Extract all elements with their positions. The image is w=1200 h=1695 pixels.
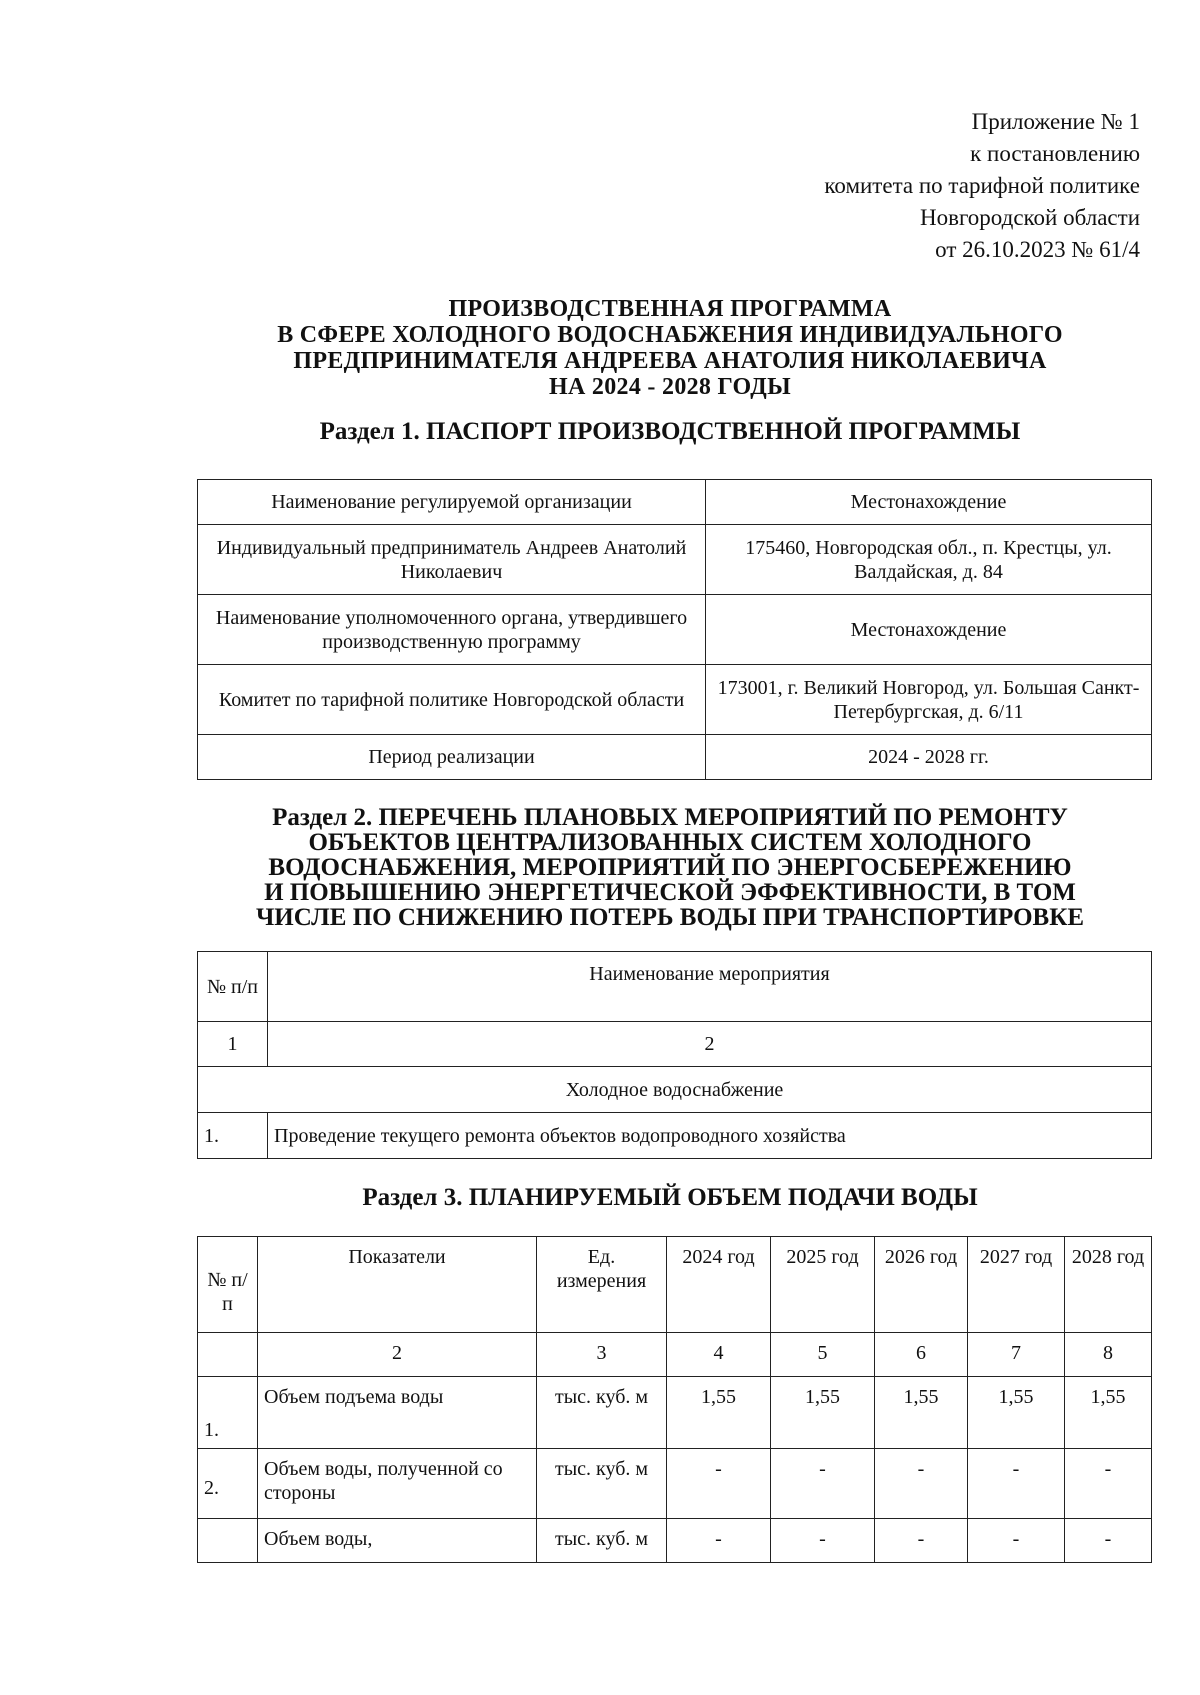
heading-line: ЧИСЛЕ ПО СНИЖЕНИЮ ПОТЕРЬ ВОДЫ ПРИ ТРАНСПОРТИРОВКЕ [255,904,1085,931]
row-value: - [968,1519,1065,1563]
title-line: ПРЕДПРИНИМАТЕЛЯ АНДРЕЕВА АНАТОЛИЯ НИКОЛАЕВИЧА [293,348,1047,374]
table-cell: 2 [258,1333,537,1377]
table-row [198,480,1152,525]
table-cell: 5 [771,1333,875,1377]
heading-line: ВОДОСНАБЖЕНИЯ, МЕРОПРИЯТИЙ ПО ЭНЕРГОСБЕРЕЖЕНИЮ [268,854,1072,881]
column-header: Ед. измерения [537,1237,667,1333]
table-cell: Комитет по тарифной политике Новгородской области [198,665,706,735]
row-indicator: Объем воды, полученной со стороны [258,1449,537,1519]
column-header: 2028 год [1065,1237,1152,1333]
row-value: 1,55 [875,1377,968,1449]
table-cell: Местонахождение [706,480,1152,525]
table-cell: 7 [968,1333,1065,1377]
table-row [198,735,1152,780]
row-value: - [968,1449,1065,1519]
row-unit: тыс. куб. м [537,1449,667,1519]
row-value: - [771,1449,875,1519]
column-header: 2024 год [667,1237,771,1333]
appendix-line: к постановлению [970,141,1140,166]
table-cell: Наименование уполномоченного органа, утвердившего производственную программу [198,595,706,665]
table-header-row [198,1237,1152,1333]
table-header-row [198,952,1152,1022]
row-unit: тыс. куб. м [537,1519,667,1563]
table-cell: Индивидуальный предприниматель Андреев Анатолий Николаевич [198,525,706,595]
column-header: 2025 год [771,1237,875,1333]
row-value: 1,55 [1065,1377,1152,1449]
row-value: - [771,1519,875,1563]
table-cell [198,1333,258,1377]
table-index-row [198,1022,1152,1067]
table-cell: 1 [198,1022,268,1067]
row-number [198,1519,258,1563]
table-row [198,1519,1152,1563]
heading-line: Раздел 2. ПЕРЕЧЕНЬ ПЛАНОВЫХ МЕРОПРИЯТИЙ ПО РЕМОНТУ [272,804,1068,831]
table-row [198,665,1152,735]
row-indicator: Объем подъема воды [258,1377,537,1449]
row-value: - [875,1449,968,1519]
row-value: - [667,1449,771,1519]
table-cell: Местонахождение [706,595,1152,665]
table-cell: 175460, Новгородская обл., п. Крестцы, ул. Валдайская, д. 84 [706,525,1152,595]
heading-line: ОБЪЕКТОВ ЦЕНТРАЛИЗОВАННЫХ СИСТЕМ ХОЛОДНОГО [308,829,1032,856]
table-group-row [198,1067,1152,1113]
row-value: - [875,1519,968,1563]
heading-line: И ПОВЫШЕНИЮ ЭНЕРГЕТИЧЕСКОЙ ЭФФЕКТИВНОСТИ, В ТОМ [264,879,1076,906]
column-header: Показатели [258,1237,537,1333]
table-cell: 8 [1065,1333,1152,1377]
table-row [198,1377,1152,1449]
row-value: - [1065,1449,1152,1519]
table-cell: 6 [875,1333,968,1377]
appendix-line: Новгородской области [919,205,1140,230]
measures-table [197,951,1152,1159]
appendix-block [824,106,1140,266]
table-cell: 2024 - 2028 гг. [706,735,1152,780]
row-value: - [1065,1519,1152,1563]
appendix-line: от 26.10.2023 № 61/4 [935,237,1140,262]
row-value: 1,55 [667,1377,771,1449]
column-header-name: Наименование мероприятия [268,952,1152,1022]
column-header: 2026 год [875,1237,968,1333]
row-value: 1,55 [968,1377,1065,1449]
column-header: 2027 год [968,1237,1065,1333]
section2-heading [180,805,1160,930]
table-row [198,1113,1152,1159]
table-row [198,1449,1152,1519]
table-cell: Проведение текущего ремонта объектов водопроводного хозяйства [268,1113,1152,1159]
table-cell: 3 [537,1333,667,1377]
row-value: - [667,1519,771,1563]
section1-heading: Раздел 1. ПАСПОРТ ПРОИЗВОДСТВЕННОЙ ПРОГРАММЫ [319,418,1021,445]
passport-table [197,479,1152,780]
column-header: № п/п [198,1237,258,1333]
table-cell: 2 [268,1022,1152,1067]
title-line: НА 2024 - 2028 ГОДЫ [549,374,791,400]
table-cell: Период реализации [198,735,706,780]
document-title [180,296,1160,400]
table-cell: 4 [667,1333,771,1377]
table-index-row [198,1333,1152,1377]
group-title: Холодное водоснабжение [198,1067,1152,1113]
row-value: 1,55 [771,1377,875,1449]
volume-table [197,1236,1152,1563]
table-row [198,595,1152,665]
appendix-line: комитета по тарифной политике [824,173,1140,198]
title-line: В СФЕРЕ ХОЛОДНОГО ВОДОСНАБЖЕНИЯ ИНДИВИДУАЛЬНОГО [277,322,1063,348]
appendix-line: Приложение № 1 [971,109,1140,134]
title-line: ПРОИЗВОДСТВЕННАЯ ПРОГРАММА [448,296,892,322]
row-number: 2. [198,1449,258,1519]
table-cell: 173001, г. Великий Новгород, ул. Большая Санкт-Петербургская, д. 6/11 [706,665,1152,735]
section3-heading: Раздел 3. ПЛАНИРУЕМЫЙ ОБЪЕМ ПОДАЧИ ВОДЫ [362,1184,978,1211]
table-row [198,525,1152,595]
row-indicator: Объем воды, [258,1519,537,1563]
table-cell: Наименование регулируемой организации [198,480,706,525]
table-cell: 1. [198,1113,268,1159]
column-header-num: № п/п [198,952,268,1022]
row-unit: тыс. куб. м [537,1377,667,1449]
row-number: 1. [198,1377,258,1449]
